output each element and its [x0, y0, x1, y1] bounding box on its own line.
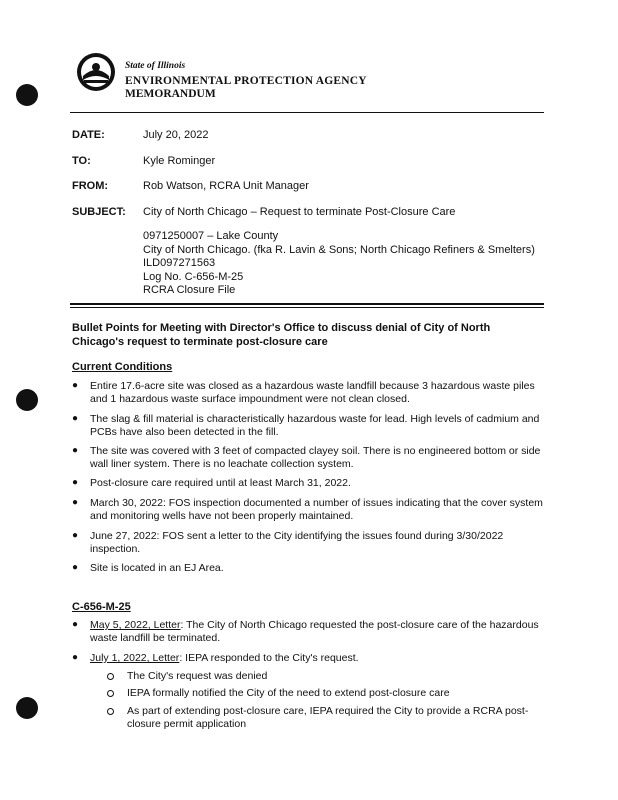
- subject-value: City of North Chicago – Request to terminate Post-Closure Care: [143, 206, 456, 218]
- log-item-text: : IEPA responded to the City's request.: [179, 652, 359, 664]
- document-type: MEMORANDUM: [125, 88, 216, 100]
- divider-rule-top: [70, 303, 544, 305]
- condition-item: Post-closure care required until at least March 31, 2022.: [90, 477, 351, 489]
- date-label: DATE:: [72, 129, 105, 141]
- from-value: Rob Watson, RCRA Unit Manager: [143, 180, 309, 192]
- bullet-icon: ●: [72, 619, 79, 630]
- condition-item: Entire 17.6-acre site was closed as a hazardous waste landfill because 3 hazardous waste piles and 1 hazardous waste surface impoundment were not clean closed.: [90, 380, 535, 405]
- illinois-epa-seal-icon: [76, 52, 116, 92]
- reference-line: 0971250007 – Lake County: [143, 230, 279, 242]
- bullet-icon: ●: [72, 562, 79, 573]
- divider-rule-bottom: [70, 307, 544, 308]
- reference-line: RCRA Closure File: [143, 284, 236, 296]
- current-conditions-title: Current Conditions: [72, 361, 173, 373]
- reference-line: City of North Chicago. (fka R. Lavin & Sons; North Chicago Refiners & Smelters): [143, 243, 535, 256]
- to-label: TO:: [72, 155, 91, 167]
- binder-hole-top: [16, 84, 38, 106]
- log-item: [90, 619, 545, 645]
- bullet-icon: ●: [72, 652, 79, 663]
- response-sub-item: IEPA formally notified the City of the need to extend post-closure care: [127, 687, 450, 699]
- subject-label: SUBJECT:: [72, 206, 126, 218]
- condition-item: The site was covered with 3 feet of compacted clayey soil. There is no engineered bottom or side wall liner system. There is no leachate collection system.: [90, 445, 541, 470]
- date-value: July 20, 2022: [143, 129, 209, 141]
- response-sub-item: The City's request was denied: [127, 670, 268, 682]
- log-item: [90, 652, 545, 665]
- condition-item: June 27, 2022: FOS sent a letter to the City identifying the issues found during 3/30/2022 inspection.: [90, 530, 504, 555]
- bullet-icon: ●: [72, 497, 79, 508]
- log-item-text: : The City of North Chicago requested the post-closure care of the hazardous waste landfill be terminated.: [90, 619, 539, 644]
- binder-hole-bottom: [16, 697, 38, 719]
- from-label: FROM:: [72, 180, 109, 192]
- state-name: State of Illinois: [125, 61, 186, 71]
- condition-item: March 30, 2022: FOS inspection documented a number of issues indicating that the cover system and monitoring wells have not been properly maintained.: [90, 497, 543, 522]
- bullet-icon: ●: [72, 445, 79, 456]
- condition-item: Site is located in an EJ Area.: [90, 562, 224, 574]
- reference-line: Log No. C-656-M-25: [143, 270, 244, 283]
- log-item-date: July 1, 2022, Letter: [90, 652, 180, 664]
- open-circle-bullet-icon: [107, 708, 114, 715]
- bullet-icon: ●: [72, 380, 79, 391]
- open-circle-bullet-icon: [107, 673, 114, 680]
- reference-block: [143, 230, 535, 298]
- bullet-icon: ●: [72, 530, 79, 541]
- condition-item: The slag & fill material is characteristically hazardous waste for lead. High levels of cadmium and PCBs have also been detected in the fill.: [90, 413, 540, 438]
- header-rule: [70, 112, 544, 113]
- bullet-icon: ●: [72, 413, 79, 424]
- log-number-title: C-656-M-25: [72, 601, 131, 613]
- binder-hole-middle: [16, 389, 38, 411]
- meeting-heading: Bullet Points for Meeting with Director's Office to discuss denial of City of North Chicago's request to terminate post-closure care: [72, 322, 491, 348]
- reference-line: ILD097271563: [143, 257, 216, 269]
- to-value: Kyle Rominger: [143, 155, 216, 167]
- agency-name: ENVIRONMENTAL PROTECTION AGENCY: [125, 75, 367, 87]
- log-item-date: May 5, 2022, Letter: [90, 619, 181, 631]
- response-sub-item: As part of extending post-closure care, IEPA required the City to provide a RCRA post-closure permit application: [127, 705, 529, 730]
- open-circle-bullet-icon: [107, 690, 114, 697]
- bullet-icon: ●: [72, 477, 79, 488]
